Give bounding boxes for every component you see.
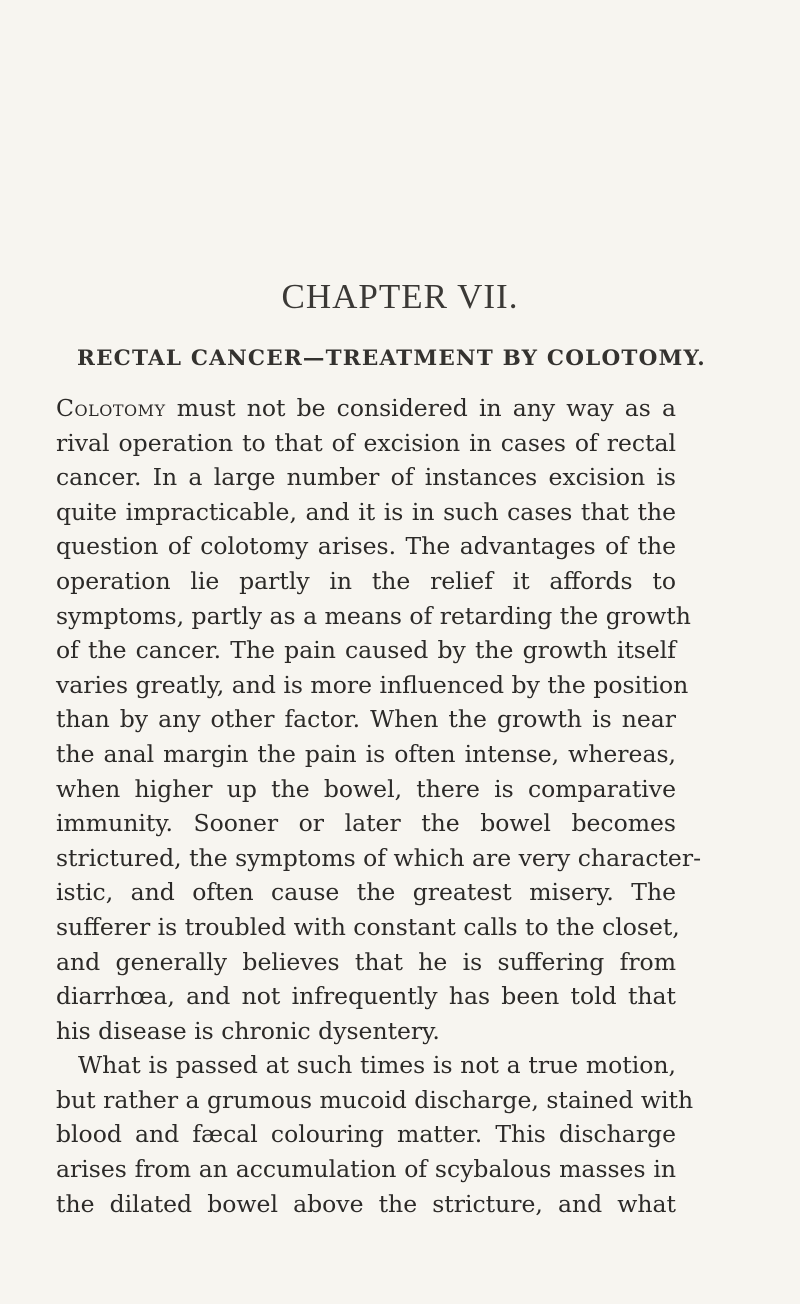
text-line: symptoms, partly as a means of retarding the growth <box>56 601 691 630</box>
text-line: quite impracticable, and it is in such cases that the <box>56 497 676 526</box>
text-line: the anal margin the pain is often intense, whereas, <box>56 739 676 768</box>
text-line: cancer. In a large number of instances excision is <box>56 463 676 492</box>
text-line: his disease is chronic dysentery. <box>56 1016 440 1045</box>
text-line: arises from an accumulation of scybalous masses in <box>56 1155 676 1184</box>
chapter-title: CHAPTER VII. <box>281 277 519 316</box>
text-line-content: must not be considered in any way as a <box>165 394 676 422</box>
text-line: and generally believes that he is suffering from <box>56 947 676 976</box>
text-line: istic, and often cause the greatest misery. The <box>56 878 676 907</box>
text-line: of the cancer. The pain caused by the growth itself <box>56 636 676 665</box>
opening-word: Colotomy <box>56 394 166 422</box>
text-line: varies greatly, and is more influenced by the position <box>56 670 689 699</box>
body-text <box>56 391 702 1221</box>
text-line: the dilated bowel above the stricture, and what <box>56 1189 676 1218</box>
text-line: immunity. Sooner or later the bowel becomes <box>56 809 676 838</box>
text-line: What is passed at such times is not a true motion, <box>78 1051 676 1080</box>
text-line <box>56 391 676 426</box>
text-line: than by any other factor. When the growth is near <box>56 705 676 734</box>
text-line: when higher up the bowel, there is comparative <box>56 774 676 803</box>
text-line: operation lie partly in the relief it affords to <box>56 566 676 595</box>
text-line: blood and fæcal colouring matter. This discharge <box>56 1120 676 1149</box>
text-line: rival operation to that of excision in cases of rectal <box>56 428 676 457</box>
section-heading: RECTAL CANCER—TREATMENT BY COLOTOMY. <box>77 346 706 371</box>
text-line: strictured, the symptoms of which are very character- <box>56 843 702 872</box>
text-line: diarrhœa, and not infrequently has been told that <box>56 982 676 1011</box>
text-line: but rather a grumous mucoid discharge, stained with <box>56 1085 694 1114</box>
text-line: question of colotomy arises. The advantages of the <box>56 532 676 561</box>
text-line: sufferer is troubled with constant calls to the closet, <box>56 912 680 941</box>
